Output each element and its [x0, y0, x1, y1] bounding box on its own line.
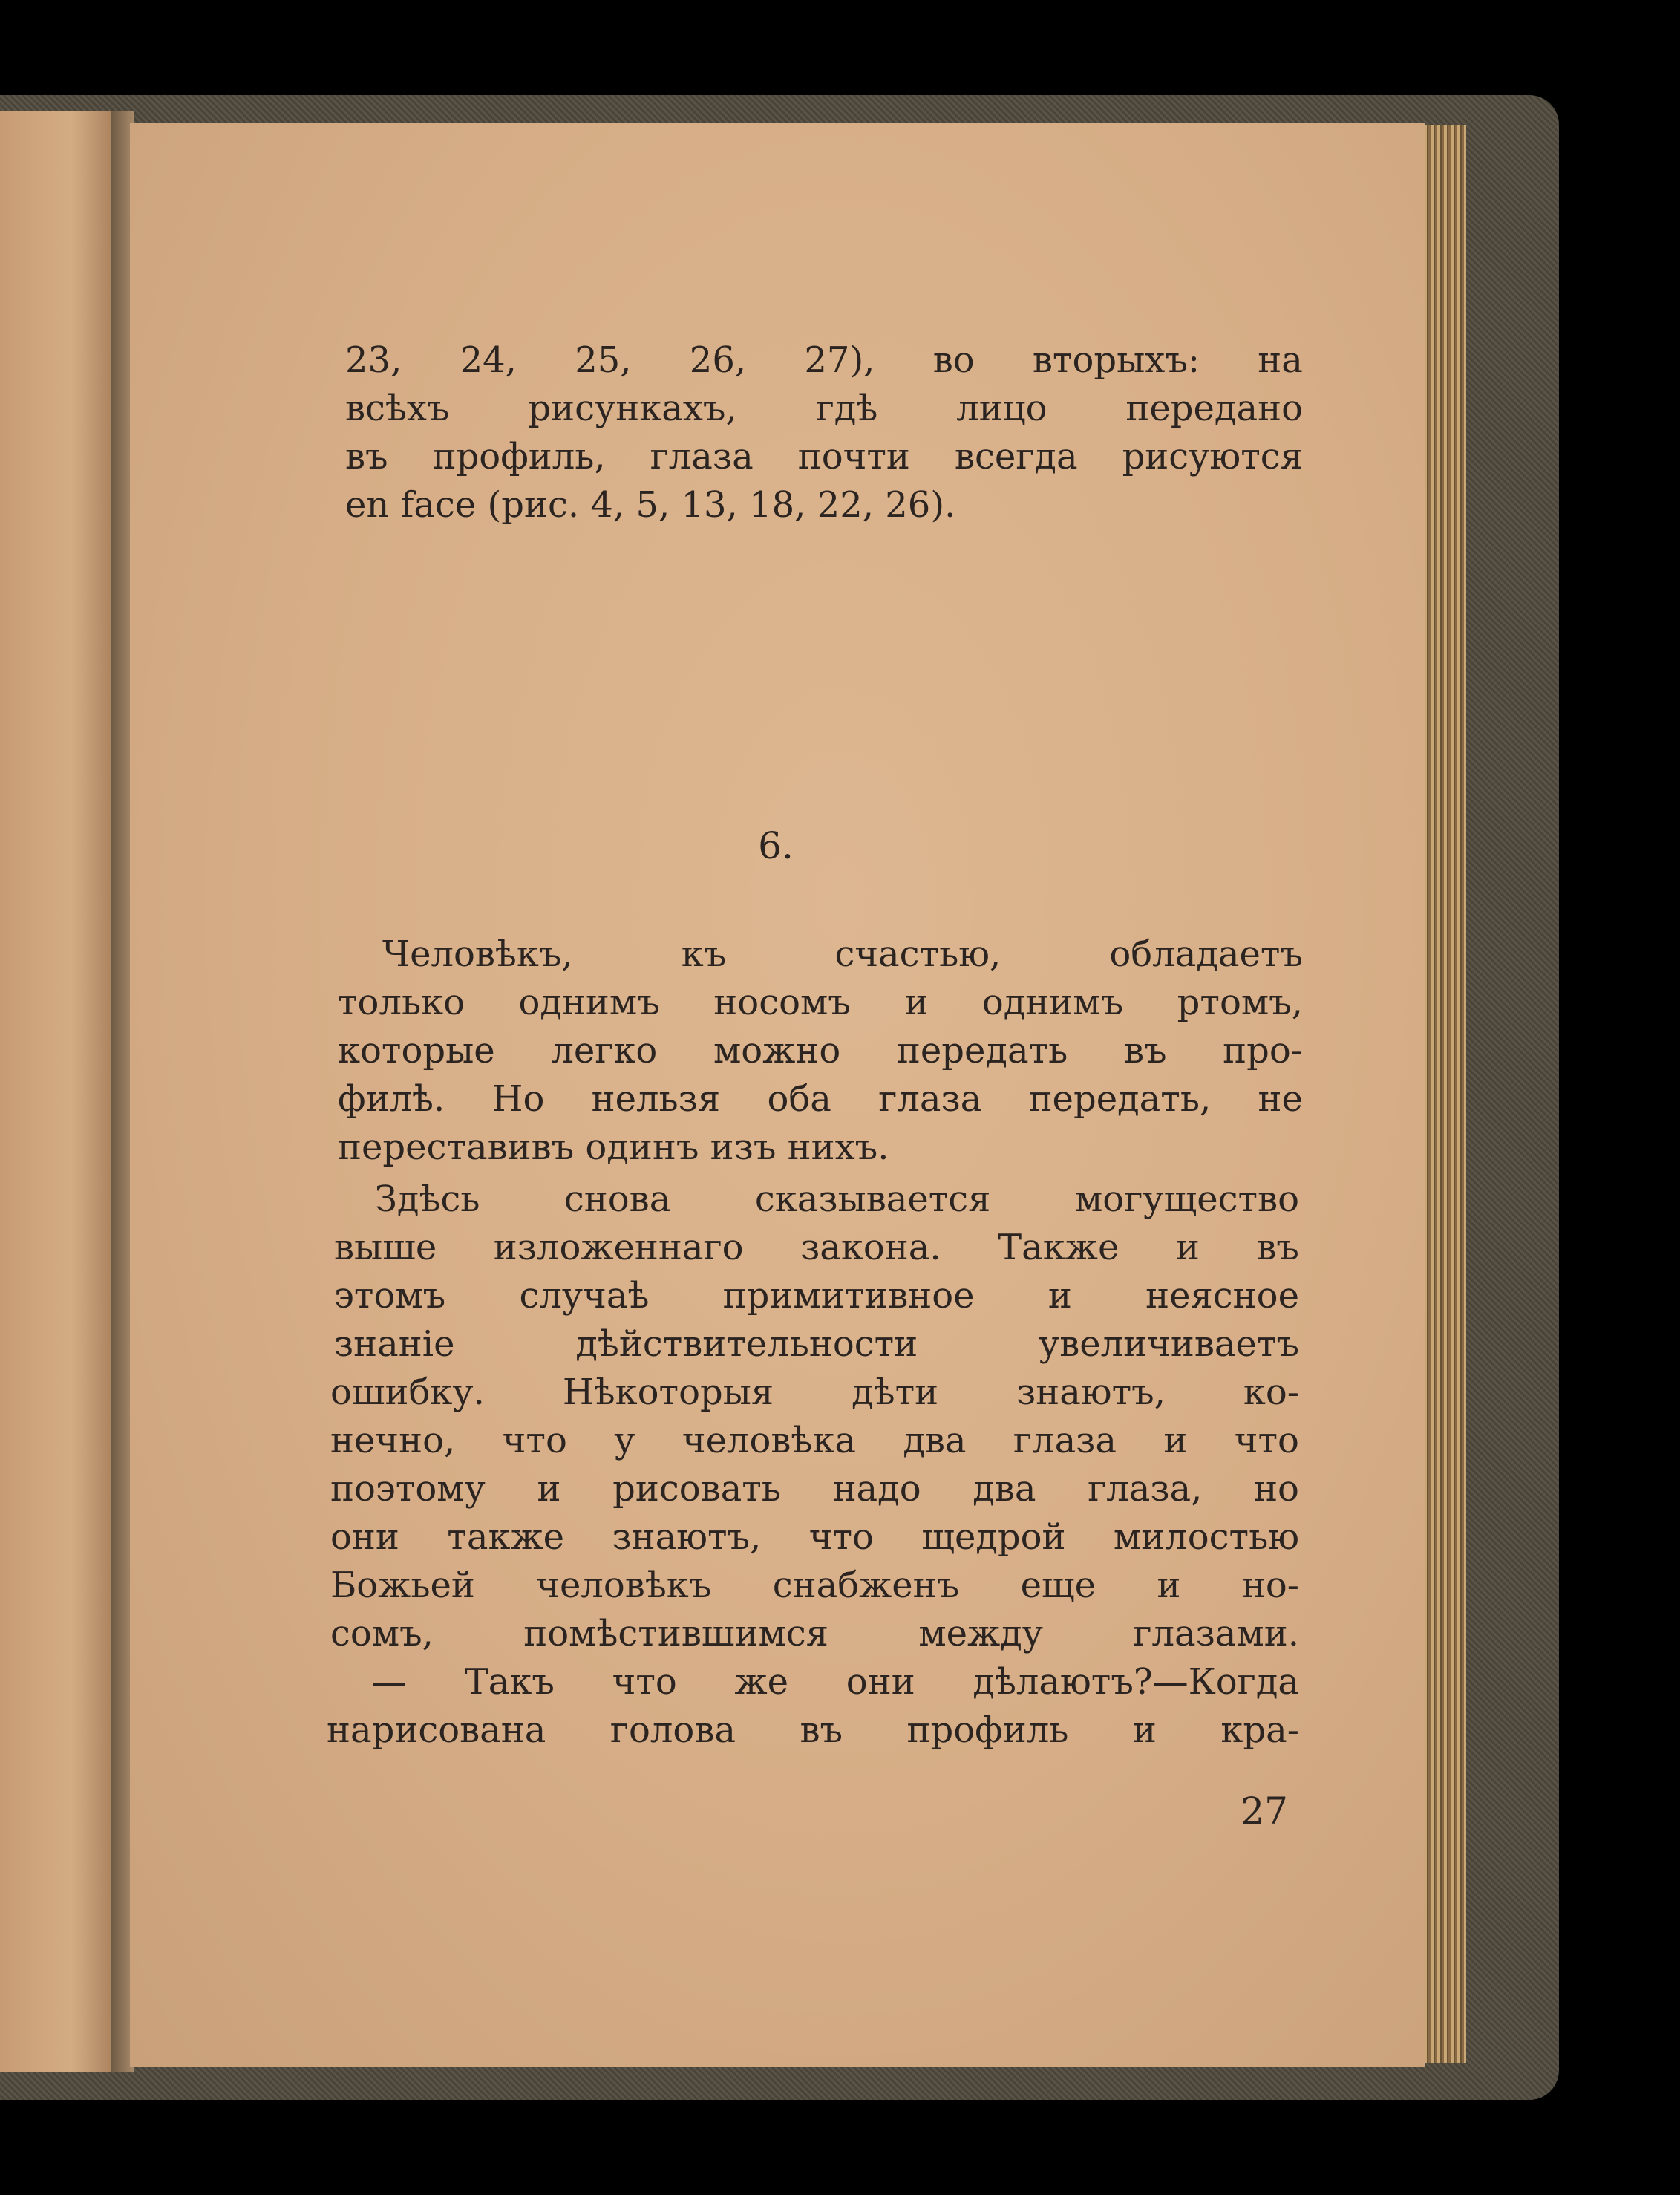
text-line [371, 1660, 1299, 1704]
text-line: en face (рис. 4, 5, 13, 18, 22, 26). [345, 484, 956, 526]
page-number: 27 [1241, 1790, 1288, 1833]
word: лицо [956, 388, 1047, 429]
text-line [334, 1322, 1299, 1366]
word: во [932, 339, 975, 381]
word: не [1258, 1078, 1303, 1120]
word: же [734, 1661, 789, 1703]
word: дѣлаютъ?—Когда [973, 1661, 1299, 1703]
word: въ [345, 436, 388, 477]
word: что [1234, 1420, 1299, 1461]
word: счастью, [834, 933, 1001, 975]
word: у [614, 1420, 635, 1461]
word: нельзя [591, 1078, 721, 1120]
text-line [334, 1273, 1299, 1318]
word: ко- [1243, 1372, 1299, 1413]
word: еще [1020, 1565, 1096, 1606]
word: нечно, [330, 1420, 456, 1461]
word: голова [609, 1709, 736, 1751]
word: нарисована [327, 1709, 546, 1751]
word: дѣти [852, 1372, 939, 1413]
word: можно [713, 1030, 841, 1072]
word: могущество [1074, 1178, 1299, 1220]
word: что [612, 1661, 677, 1703]
word: Человѣкъ, [382, 933, 573, 975]
word: почти [797, 436, 910, 477]
word: 23, [345, 339, 402, 381]
word: изложеннаго [493, 1227, 744, 1268]
word: поэтому [330, 1468, 486, 1510]
word: сказывается [754, 1178, 991, 1220]
word: Здѣсь [375, 1178, 480, 1220]
word: 24, [460, 339, 517, 381]
word: рисовать [612, 1468, 781, 1510]
word: увеличиваетъ [1038, 1323, 1299, 1365]
word: надо [832, 1468, 921, 1510]
word: что [502, 1420, 567, 1461]
word: знаніе [334, 1323, 455, 1365]
word: про- [1223, 1030, 1303, 1072]
text-line [330, 1563, 1299, 1608]
text-line [382, 932, 1303, 976]
section-number: 6. [758, 824, 794, 867]
left-page-edge [0, 111, 119, 2072]
word: въ [1256, 1227, 1299, 1268]
word: они [330, 1516, 399, 1558]
word: филѣ. [338, 1078, 445, 1120]
word: ртомъ, [1177, 982, 1303, 1023]
text-line [338, 1028, 1303, 1073]
word: знаютъ, [612, 1516, 762, 1558]
word: однимъ [518, 982, 660, 1023]
word: глаза, [1088, 1468, 1203, 1510]
word: обладаетъ [1109, 933, 1303, 975]
word: человѣка [682, 1420, 856, 1461]
word: случаѣ [519, 1275, 650, 1317]
word: примитивное [722, 1275, 975, 1317]
word: 27), [804, 339, 875, 381]
word: и [1132, 1709, 1157, 1751]
word: и [904, 982, 929, 1023]
word: передать, [1028, 1078, 1212, 1120]
word: всѣхъ [345, 388, 450, 429]
word: передать [896, 1030, 1068, 1072]
word: этомъ [334, 1275, 446, 1317]
word: и [1157, 1565, 1181, 1606]
word: они [846, 1661, 915, 1703]
word: въ [1123, 1030, 1167, 1072]
text-line [327, 1708, 1299, 1752]
word: дѣйствительности [575, 1323, 918, 1365]
right-page [130, 123, 1425, 2067]
word: и [1047, 1275, 1072, 1317]
word: и [1175, 1227, 1200, 1268]
word: глаза [878, 1078, 982, 1120]
word: только [338, 982, 465, 1023]
text-line [330, 1611, 1299, 1656]
text-line [338, 1077, 1303, 1121]
word: но- [1241, 1565, 1299, 1606]
word: закона. [800, 1227, 941, 1268]
word: между [918, 1613, 1044, 1654]
word: оба [767, 1078, 831, 1120]
word: Также [998, 1227, 1120, 1268]
word: ошибку. [330, 1372, 485, 1413]
word: глаза [650, 436, 754, 477]
word: профиль, [432, 436, 606, 477]
word: выше [334, 1227, 437, 1268]
word: 26, [689, 339, 747, 381]
word: щедрой [921, 1516, 1066, 1558]
page-edges [1422, 125, 1466, 2063]
word: сомъ, [330, 1613, 434, 1654]
word: всегда [954, 436, 1078, 477]
word: Божьей [330, 1565, 475, 1606]
word: помѣстившимся [523, 1613, 828, 1654]
word: два [903, 1420, 967, 1461]
word: милостью [1113, 1516, 1299, 1558]
text-line: переставивъ одинъ изъ нихъ. [338, 1126, 889, 1168]
word: знаютъ, [1016, 1372, 1166, 1413]
word: кра- [1220, 1709, 1299, 1751]
text-line [375, 1177, 1299, 1222]
word: глазами. [1133, 1613, 1299, 1654]
word: рисункахъ, [528, 388, 737, 429]
word: носомъ [713, 982, 851, 1023]
word: и [537, 1468, 561, 1510]
text-line [330, 1418, 1299, 1463]
word: вторыхъ: [1032, 339, 1200, 381]
word: Такъ [464, 1661, 555, 1703]
word: что [808, 1516, 874, 1558]
word: — [371, 1661, 407, 1703]
word: но [1254, 1468, 1299, 1510]
word: Но [491, 1078, 545, 1120]
word: профиль [906, 1709, 1069, 1751]
word: однимъ [981, 982, 1124, 1023]
word: два [973, 1468, 1036, 1510]
text-line [338, 980, 1303, 1025]
word: рисуются [1122, 436, 1303, 477]
word: неясное [1145, 1275, 1299, 1317]
text-line [330, 1467, 1299, 1511]
text-line [345, 338, 1303, 382]
word: къ [681, 933, 727, 975]
word: человѣкъ [536, 1565, 712, 1606]
word: которые [338, 1030, 495, 1072]
word: гдѣ [815, 388, 878, 429]
word: глаза [1013, 1420, 1117, 1461]
text-line [345, 434, 1303, 479]
text-line [330, 1370, 1299, 1415]
text-line [345, 386, 1303, 431]
word: на [1258, 339, 1303, 381]
word: снабженъ [772, 1565, 960, 1606]
word: въ [800, 1709, 843, 1751]
word: легко [551, 1030, 658, 1072]
text-line [330, 1515, 1299, 1559]
word: 25, [575, 339, 632, 381]
word: также [447, 1516, 565, 1558]
text-line [334, 1225, 1299, 1270]
word: и [1163, 1420, 1188, 1461]
word: снова [563, 1178, 671, 1220]
word: передано [1125, 388, 1303, 429]
word: Нѣкоторыя [562, 1372, 774, 1413]
